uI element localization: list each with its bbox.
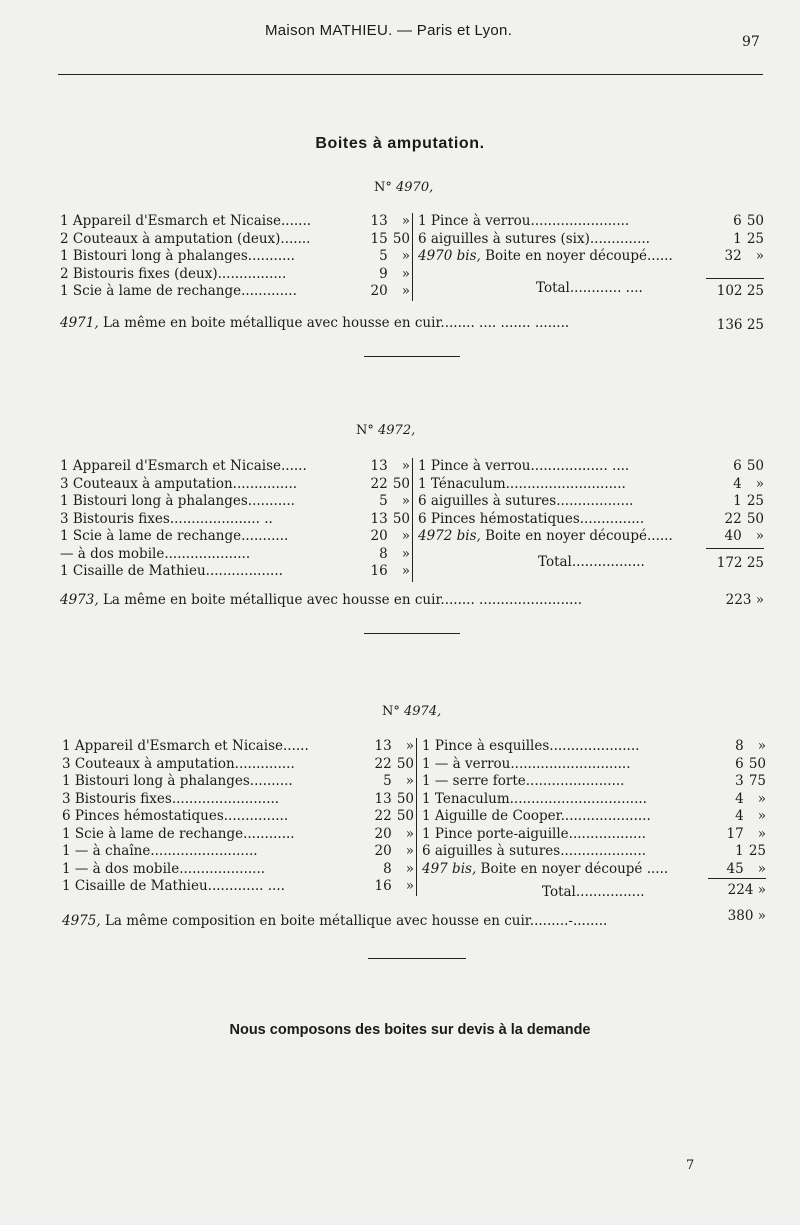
list-item: 4972 bis, Boite en noyer découpé...... 40 » [418, 528, 764, 544]
list-item: 1 Appareil d'Esmarch et Nicaise...... 13 » [60, 458, 410, 474]
list-item: 1 — à verrou............................ 6 50 [422, 755, 766, 772]
list-item: 1 Pince à verrou.................. .... 6 50 [418, 458, 764, 474]
sum-line [706, 278, 764, 279]
list-item: 1 Pince à esquilles..................... 8 » [422, 738, 766, 754]
left-item-list [60, 213, 410, 301]
total-label: Total................ [542, 884, 645, 900]
variant-price: 380 » [727, 908, 766, 924]
list-item: — à dos mobile.................... 8 » [60, 545, 410, 562]
variant-line: 4971, La même en boite métallique avec housse en cuir........ .... ....... ........ [60, 315, 570, 331]
list-item: 1 Bistouri long à phalanges........... 5 » [60, 493, 410, 509]
page-number: 97 [742, 34, 760, 50]
total-price: 102 25 [716, 283, 764, 299]
list-item: 6 aiguilles à sutures.................... 1 25 [422, 843, 766, 859]
list-item: 1 Appareil d'Esmarch et Nicaise....... 13 » [60, 213, 410, 229]
section-separator [364, 633, 460, 634]
list-item: 497 bis, Boite en noyer découpé ..... 45 » [422, 860, 766, 877]
right-item-list [418, 213, 764, 266]
list-item: 1 Ténaculum............................ 4 » [418, 475, 764, 492]
variant-price: 136 25 [716, 317, 764, 333]
box-number: N° 4974, [382, 704, 442, 719]
right-item-list [418, 458, 764, 546]
list-item: 6 Pinces hémostatiques............... 22 50 [418, 510, 764, 527]
list-item: 1 Scie à lame de rechange............. 20 » [60, 283, 410, 299]
list-item: 1 Pince à verrou....................... 6 50 [418, 213, 764, 229]
list-item: 1 Scie à lame de rechange............ 20 » [62, 825, 414, 842]
footer-note: Nous composons des boites sur devis à la demande [229, 1022, 591, 1038]
section-separator [364, 356, 460, 357]
list-item: 3 Couteaux à amputation............... 22 50 [60, 475, 410, 492]
list-item: 1 Appareil d'Esmarch et Nicaise...... 13 » [62, 738, 414, 754]
section-title: Boites à amputation. [315, 135, 485, 152]
list-item: 6 aiguilles à sutures (six).............. 1 25 [418, 230, 764, 247]
total-price: 224 » [727, 882, 766, 898]
list-item: 3 Couteaux à amputation.............. 22 50 [62, 755, 414, 772]
right-item-list [422, 738, 766, 878]
left-item-list [62, 738, 414, 896]
header-title: Maison MATHIEU. — Paris et Lyon. [265, 22, 513, 39]
list-item: 1 Pince porte-aiguille.................. 17 » [422, 825, 766, 842]
variant-line: 4975, La même composition en boite métallique avec housse en cuir.........-........ [62, 913, 608, 929]
list-item: 1 Bistouri long à phalanges........... 5 » [60, 248, 410, 264]
list-item: 4970 bis, Boite en noyer découpé...... 32 » [418, 248, 764, 264]
list-item: 1 Scie à lame de rechange........... 20 » [60, 528, 410, 544]
header-rule [58, 74, 763, 75]
list-item: 1 Aiguille de Cooper..................... 4 » [422, 808, 766, 824]
signature-mark: 7 [686, 1158, 695, 1173]
list-item: 6 Pinces hémostatiques............... 22 50 [62, 808, 414, 824]
column-divider [416, 738, 417, 896]
list-item: 3 Bistouris fixes......................... 13 50 [62, 790, 414, 807]
list-item: 1 — à dos mobile.................... 8 » [62, 860, 414, 877]
column-divider [412, 213, 413, 301]
total-label: Total............ .... [536, 280, 643, 296]
box-number: N° 4972, [356, 423, 416, 438]
variant-price: 223 » [725, 592, 764, 608]
variant-line: 4973, La même en boite métallique avec housse en cuir........ ........................ [60, 592, 583, 608]
sum-line [706, 548, 764, 549]
total-price: 172 25 [716, 555, 764, 571]
box-number: N° 4970, [374, 180, 434, 195]
list-item: 1 Tenaculum................................ 4 » [422, 790, 766, 807]
list-item: 2 Couteaux à amputation (deux)....... 15 50 [60, 230, 410, 247]
sum-line [708, 878, 766, 879]
list-item: 6 aiguilles à sutures.................. 1 25 [418, 493, 764, 509]
column-divider [412, 458, 413, 582]
list-item: 1 — serre forte....................... 3 75 [422, 773, 766, 789]
list-item: 1 Bistouri long à phalanges.......... 5 » [62, 773, 414, 789]
total-label: Total................. [538, 554, 645, 570]
list-item: 3 Bistouris fixes..................... .. 13 50 [60, 510, 410, 527]
list-item: 1 Cisaille de Mathieu............. .... 16 » [62, 878, 414, 894]
left-item-list [60, 458, 410, 581]
list-item: 2 Bistouris fixes (deux)................ 9 » [60, 265, 410, 282]
section-separator [368, 958, 466, 959]
list-item: 1 Cisaille de Mathieu.................. 16 » [60, 563, 410, 579]
list-item: 1 — à chaîne......................... 20 » [62, 843, 414, 859]
